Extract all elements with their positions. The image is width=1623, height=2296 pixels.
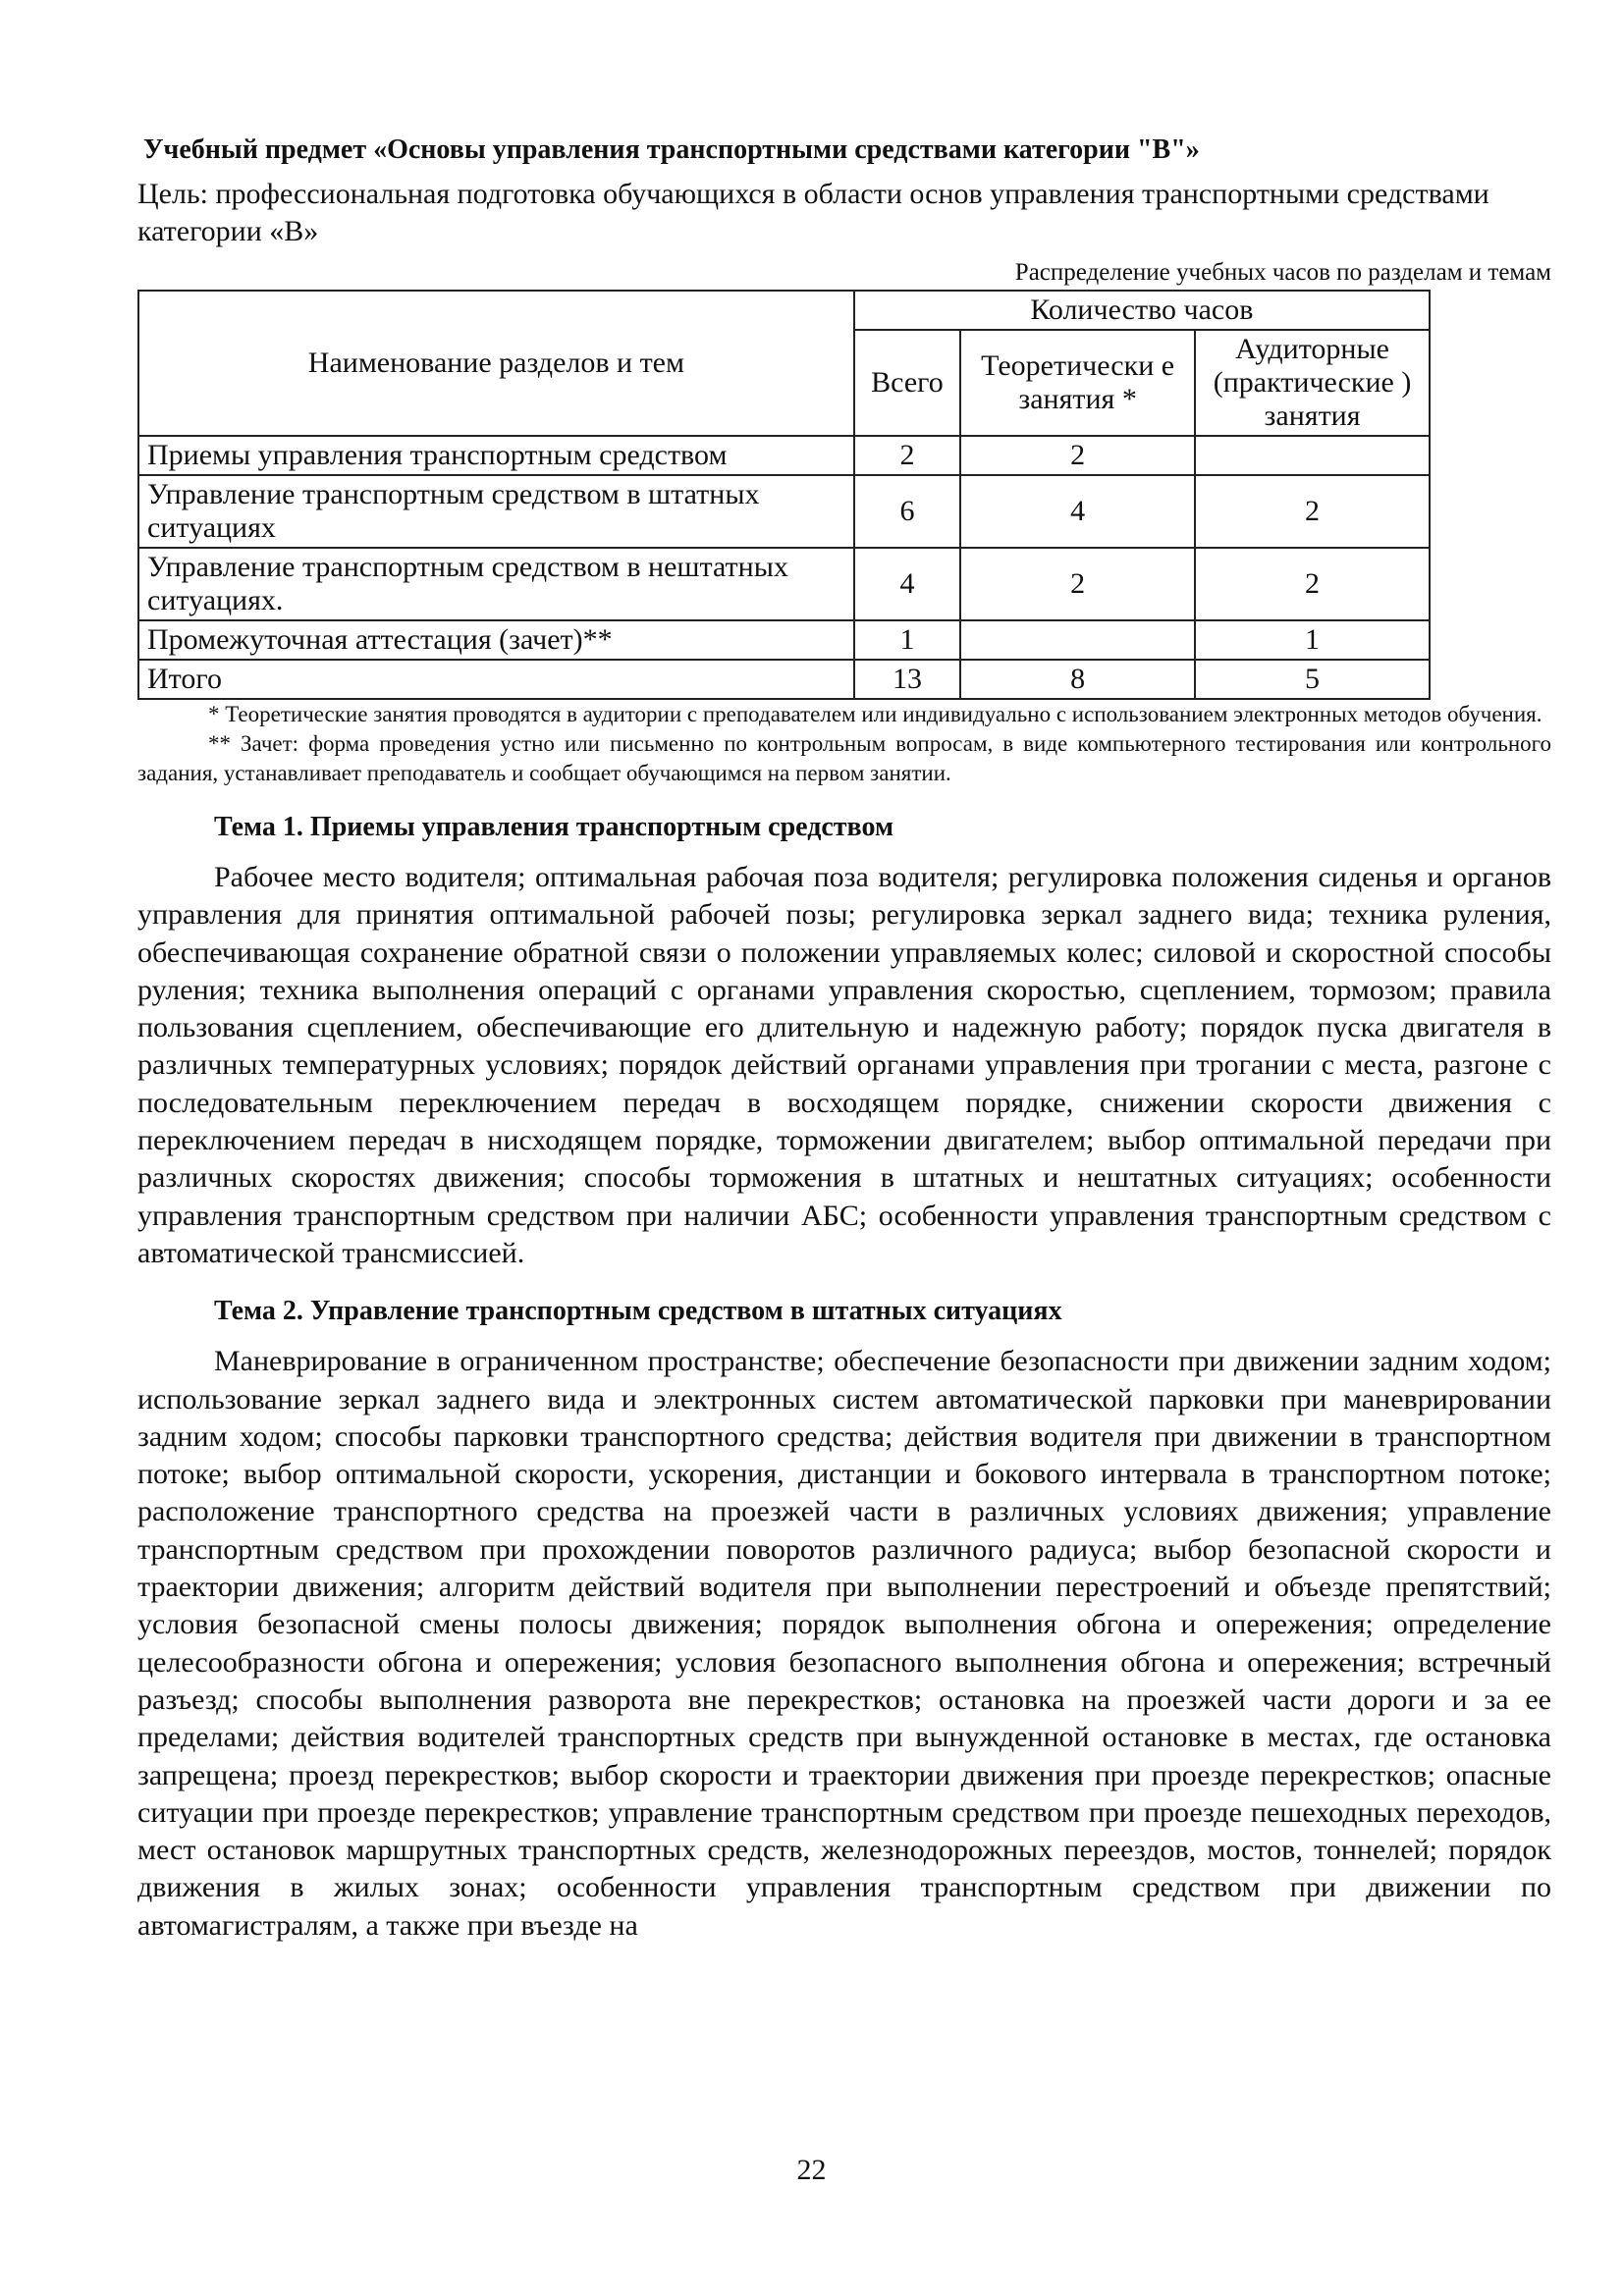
topic-2-body: Маневрирование в ограниченном пространстве; обеспечение безопасности при движении задним ходом; использование зеркал заднего вида и электронных систем автоматической парковки при маневрировании задним ходом; способы парковки транспортного средства; действия водителя при движении в транспортном потоке; выбор оптимальной скорости, ускорения, дистанции и бокового интервала в транспортном потоке; расположение транспортного средства на проезжей части в различных условиях движения; управление транспортным средством при прохождении поворотов различного радиуса; выбор безопасной скорости и траектории движения; алгоритм действий водителя при выполнении перестроений и объезде препятствий; условия безопасной смены полосы движения; порядок выполнения обгона и опережения; определение целесообразности обгона и опережения; условия безопасного выполнения обгона и опережения; встречный разъезд; способы выполнения разворота вне перекрестков; остановка на проезжей части дороги и за ее пределами; действия водителей транспортных средств при вынужденной остановке в местах, где остановка запрещена; проезд перекрестков; выбор скорости и траектории движения при проезде перекрестков; опасные ситуации при проезде перекрестков; управление транспортным средством при проезде пешеходных переходов, мест остановок маршрутных транспортных средств, железнодорожных переездов, мостов, тоннелей; порядок движения в жилых зонах; особенности управления транспортным средством при движении по автомагистралям, а также при въезде на (137, 1345, 1551, 1942)
footnote-theory: * Теоретические занятия проводятся в аудитории с преподавателем или индивидуально с использованием электронных методов обучения. (208, 702, 1542, 726)
row-practice: 2 (1195, 548, 1430, 620)
table-total-row (138, 660, 1430, 699)
header-total: Всего (854, 330, 960, 436)
row-name: Управление транспортным средством в штатных ситуациях (138, 475, 854, 548)
hours-table (137, 290, 1431, 700)
row-theory (960, 620, 1195, 660)
document-page (137, 133, 1551, 1945)
table-row (138, 436, 1430, 475)
row-total: 13 (854, 660, 960, 699)
header-hours-group: Количество часов (854, 291, 1430, 330)
distribution-caption: Распределение учебных часов по разделам и темам (1014, 259, 1551, 286)
row-name: Итого (138, 660, 854, 699)
subject-suffix: » (1185, 134, 1200, 165)
table-row (138, 548, 1430, 620)
table-row (138, 620, 1430, 660)
row-theory: 4 (960, 475, 1195, 548)
header-practice: Аудиторные (практические ) занятия (1195, 330, 1430, 436)
row-total: 2 (854, 436, 960, 475)
row-name: Управление транспортным средством в нештатных ситуациях. (138, 548, 854, 620)
row-name: Приемы управления транспортным средством (138, 436, 854, 475)
subject-title (143, 133, 1551, 168)
row-practice: 5 (1195, 660, 1430, 699)
table-header-row (138, 291, 1430, 330)
topic-1-body: Рабочее место водителя; оптимальная рабочая поза водителя; регулировка положения сиденья и органов управления для принятия оптимальной рабочей позы; регулировка зеркал заднего вида; техника руления, обеспечивающая сохранение обратной связи о положении управляемых колес; силовой и скоростной способы руления; техника выполнения операций с органами управления скоростью, сцеплением, тормозом; правила пользования сцеплением, обеспечивающие его длительную и надежную работу; порядок пуска двигателя в различных температурных условиях; порядок действий органами управления при трогании с места, разгоне с последовательным переключением передач в восходящем порядке, снижении скорости движения с переключением передач в нисходящем порядке, торможении двигателем; выбор оптимальной передачи при различных скоростях движения; способы торможения в штатных и нештатных ситуациях; особенности управления транспортным средством при наличии АБС; особенности управления транспортным средством с автоматической трансмиссией. (137, 861, 1551, 1269)
header-name: Наименование разделов и тем (138, 291, 854, 436)
page-number: 22 (796, 2154, 827, 2186)
row-theory: 8 (960, 660, 1195, 699)
row-practice: 2 (1195, 475, 1430, 548)
row-total: 6 (854, 475, 960, 548)
topic-2-heading: Тема 2. Управление транспортным средством в штатных ситуациях (214, 1296, 1062, 1327)
table-row (138, 475, 1430, 548)
row-theory: 2 (960, 548, 1195, 620)
header-theory: Теоретически е занятия * (960, 330, 1195, 436)
topic-1-heading: Тема 1. Приемы управления транспортным средством (214, 812, 894, 842)
row-theory: 2 (960, 436, 1195, 475)
row-practice: 1 (1195, 620, 1430, 660)
subject-prefix: Учебный предмет « (143, 134, 388, 165)
goal-text: Цель: профессиональная подготовка обучающихся в области основ управления транспортными средствами категории «В» (137, 178, 1489, 247)
row-name: Промежуточная аттестация (зачет)** (138, 620, 854, 660)
footnote-test: ** Зачет: форма проведения устно или письменно по контрольным вопросам, в виде компьютерного тестирования или контрольного задания, устанавливает преподаватель и сообщает обучающимся на первом занятии. (137, 731, 1551, 785)
row-total: 1 (854, 620, 960, 660)
row-practice (1195, 436, 1430, 475)
subject-name: Основы управления транспортными средствами категории "В" (387, 134, 1186, 165)
row-total: 4 (854, 548, 960, 620)
